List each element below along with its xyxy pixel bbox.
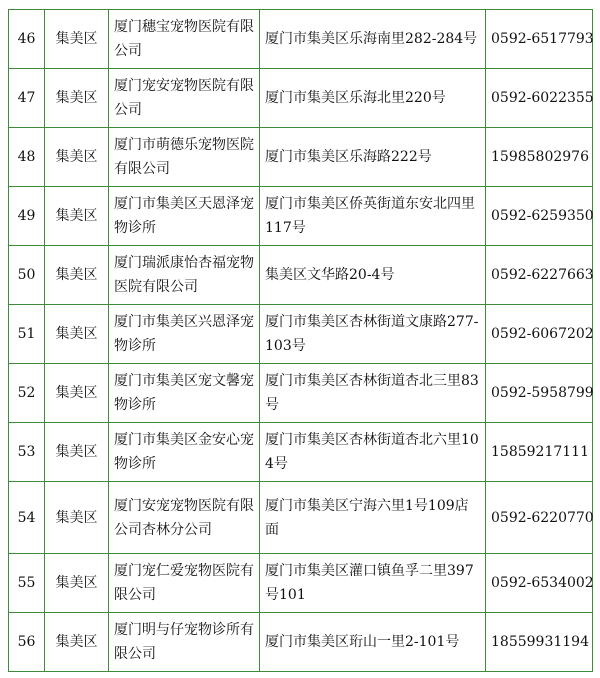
table-row (9, 128, 593, 187)
district-cell: 集美区 (45, 10, 109, 69)
clinic-name-cell: 厦门市集美区兴恩泽宠物诊所 (109, 305, 260, 364)
clinic-name-cell: 厦门宠仁爱宠物医院有限公司 (109, 554, 260, 613)
phone-cell: 0592-6067202 (486, 305, 593, 364)
table-row (9, 187, 593, 246)
district-cell: 集美区 (45, 246, 109, 305)
phone-cell: 15859217111 (486, 423, 593, 482)
row-number: 47 (9, 69, 45, 128)
address-cell: 厦门市集美区杏林街道文康路277-103号 (260, 305, 486, 364)
address-cell: 厦门市集美区侨英街道东安北四里117号 (260, 187, 486, 246)
table-body (9, 10, 593, 672)
row-number: 54 (9, 482, 45, 554)
table-row (9, 554, 593, 613)
table-row (9, 10, 593, 69)
table-row (9, 482, 593, 554)
row-number: 46 (9, 10, 45, 69)
phone-cell: 15985802976 (486, 128, 593, 187)
phone-cell: 0592-6227663 (486, 246, 593, 305)
address-cell: 厦门市集美区乐海北里220号 (260, 69, 486, 128)
address-cell: 厦门市集美区乐海南里282-284号 (260, 10, 486, 69)
address-cell: 集美区文华路20-4号 (260, 246, 486, 305)
row-number: 50 (9, 246, 45, 305)
district-cell: 集美区 (45, 305, 109, 364)
clinic-name-cell: 厦门宠安宠物医院有限公司 (109, 69, 260, 128)
table-row (9, 305, 593, 364)
table-row (9, 246, 593, 305)
clinic-name-cell: 厦门市集美区宠文馨宠物诊所 (109, 364, 260, 423)
phone-cell: 0592-5958799 (486, 364, 593, 423)
table-row (9, 613, 593, 672)
clinic-name-cell: 厦门明与仔宠物诊所有限公司 (109, 613, 260, 672)
row-number: 48 (9, 128, 45, 187)
address-cell: 厦门市集美区珩山一里2-101号 (260, 613, 486, 672)
row-number: 51 (9, 305, 45, 364)
row-number: 56 (9, 613, 45, 672)
district-cell: 集美区 (45, 364, 109, 423)
district-cell: 集美区 (45, 187, 109, 246)
phone-cell: 18559931194 (486, 613, 593, 672)
address-cell: 厦门市集美区宁海六里1号109店面 (260, 482, 486, 554)
pet-clinic-table (8, 9, 593, 672)
district-cell: 集美区 (45, 613, 109, 672)
phone-cell: 0592-6220770 (486, 482, 593, 554)
clinic-name-cell: 厦门穗宝宠物医院有限公司 (109, 10, 260, 69)
district-cell: 集美区 (45, 423, 109, 482)
phone-cell: 0592-6517793 (486, 10, 593, 69)
clinic-name-cell: 厦门市集美区天恩泽宠物诊所 (109, 187, 260, 246)
phone-cell: 0592-6259350 (486, 187, 593, 246)
address-cell: 厦门市集美区杏林街道杏北六里104号 (260, 423, 486, 482)
table-row (9, 423, 593, 482)
table-row (9, 364, 593, 423)
address-cell: 厦门市集美区杏林街道杏北三里83号 (260, 364, 486, 423)
district-cell: 集美区 (45, 554, 109, 613)
district-cell: 集美区 (45, 128, 109, 187)
table-row (9, 69, 593, 128)
phone-cell: 0592-6534002 (486, 554, 593, 613)
clinic-name-cell: 厦门安宠宠物医院有限公司杏林分公司 (109, 482, 260, 554)
district-cell: 集美区 (45, 69, 109, 128)
phone-cell: 0592-6022355 (486, 69, 593, 128)
row-number: 55 (9, 554, 45, 613)
row-number: 49 (9, 187, 45, 246)
clinic-name-cell: 厦门市萌德乐宠物医院有限公司 (109, 128, 260, 187)
clinic-name-cell: 厦门市集美区金安心宠物诊所 (109, 423, 260, 482)
row-number: 52 (9, 364, 45, 423)
district-cell: 集美区 (45, 482, 109, 554)
clinic-name-cell: 厦门瑞派康怡杏福宠物医院有限公司 (109, 246, 260, 305)
address-cell: 厦门市集美区灌口镇鱼孚二里397号101 (260, 554, 486, 613)
address-cell: 厦门市集美区乐海路222号 (260, 128, 486, 187)
row-number: 53 (9, 423, 45, 482)
